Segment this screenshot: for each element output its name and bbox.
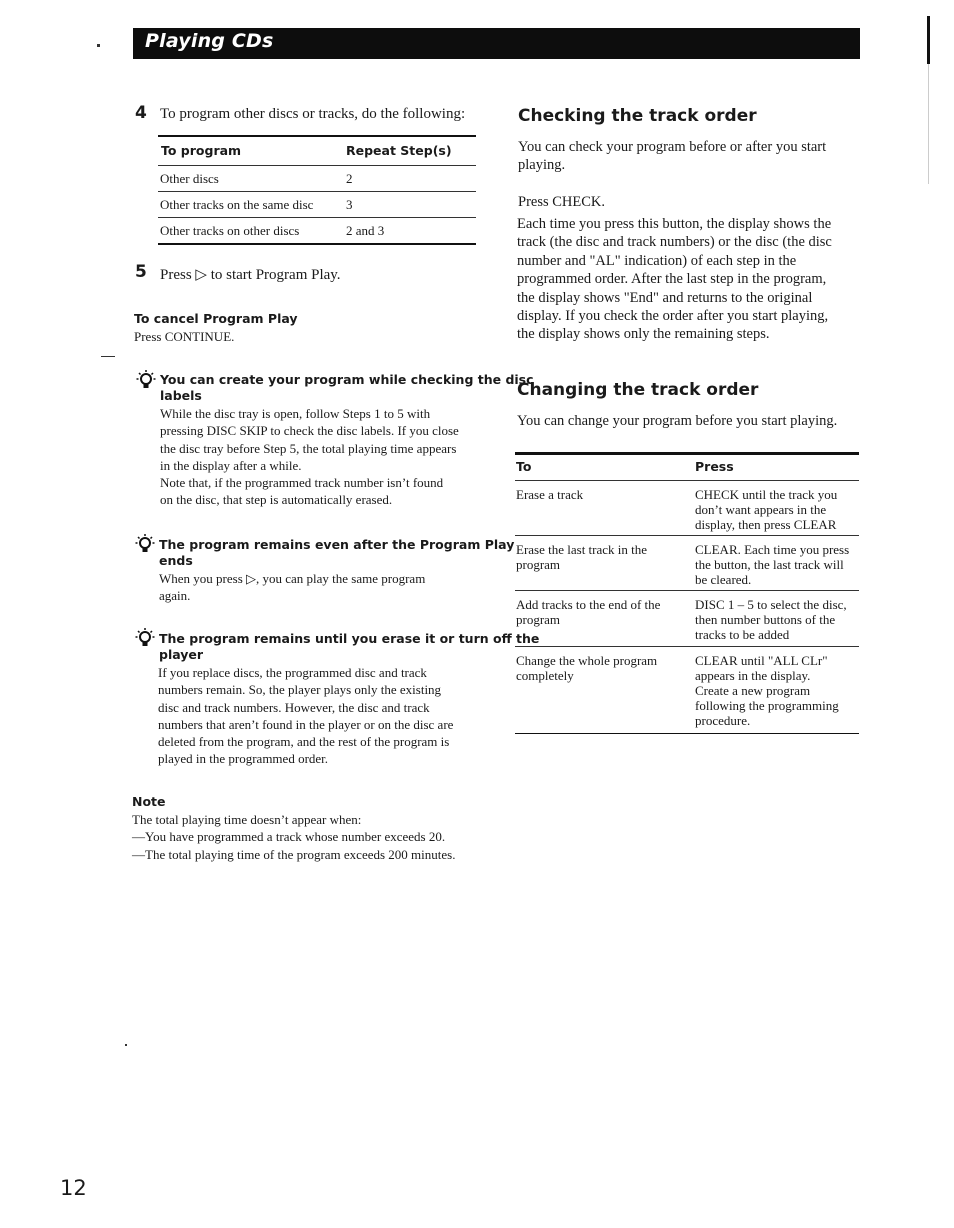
tip-title-line: labels	[160, 388, 202, 403]
cell-line: then number buttons of the	[695, 612, 836, 627]
step-5-number: 5	[135, 262, 147, 282]
note-line: —The total playing time of the program exceeds 200 minutes.	[132, 846, 456, 862]
cell-line: appears in the display.	[695, 668, 811, 683]
tip-line: on the disc, that step is automatically erased.	[160, 492, 393, 508]
checking-intro-line: You can check your program before or after you start	[518, 139, 827, 155]
step-4-number: 4	[135, 103, 147, 123]
cell-line: Add tracks to the end of the	[516, 597, 661, 612]
tip-line: If you replace discs, the programmed disc and track	[158, 665, 427, 680]
cell-press	[695, 487, 860, 532]
cell-line: be cleared.	[695, 572, 752, 587]
table-row	[515, 647, 859, 734]
section-header-bar	[133, 28, 860, 59]
cell-to	[516, 542, 681, 572]
tip-body	[159, 570, 425, 605]
cell-line: CHECK until the track you	[695, 487, 838, 502]
cell-line: Erase the last track in the	[516, 542, 648, 557]
cell-repeat-steps: 3	[346, 197, 353, 212]
changing-heading: Changing the track order	[517, 380, 759, 400]
tip-line: again.	[159, 588, 191, 604]
section-title: Playing CDs	[145, 30, 274, 52]
step-5-text: Press ▷ to start Program Play.	[160, 267, 341, 283]
cell-press	[695, 542, 860, 587]
checking-body	[517, 215, 832, 344]
change-table	[515, 452, 859, 734]
cell-to-program: Other discs	[160, 171, 219, 186]
cell-repeat-steps: 2	[346, 171, 353, 186]
checking-line: number and "AL" indication) of each step in the	[517, 252, 797, 269]
checking-intro	[518, 138, 826, 175]
tip-line: pressing DISC SKIP to check the disc labels. If you close	[160, 423, 459, 439]
page-number: 12	[60, 1176, 87, 1200]
tip-line: disc and track numbers. However, the disc and track	[158, 699, 430, 715]
checking-line: programmed order. After the last step in the program,	[517, 271, 827, 288]
note-body	[132, 811, 455, 863]
scan-speck	[101, 356, 115, 357]
cell-line: CLEAR. Each time you press	[695, 542, 850, 557]
tip-line: the disc tray before Step 5, the total playing time appears	[160, 440, 457, 456]
cell-to	[516, 597, 681, 627]
cell-to	[516, 653, 681, 683]
page-edge-mark	[927, 16, 930, 64]
cell-press	[695, 653, 860, 728]
checking-line: the display shows "End" and returns to the original	[517, 289, 813, 306]
cell-line: display, then press CLEAR	[695, 517, 837, 532]
table-row	[158, 192, 476, 218]
tip-title-line: The program remains until you erase it or turn off the	[159, 631, 540, 646]
cell-to-program: Other tracks on other discs	[160, 223, 300, 238]
checking-heading: Checking the track order	[518, 106, 757, 126]
checking-line: the display shows only the remaining steps.	[517, 326, 770, 343]
lightbulb-tip-icon	[135, 369, 157, 391]
tip-line: numbers remain. So, the player plays only the existing	[158, 682, 442, 698]
table-row	[515, 536, 859, 591]
cell-line: program	[516, 557, 561, 572]
col-header-press: Press	[695, 459, 734, 474]
program-table	[158, 135, 476, 245]
cell-line: don’t want appears in the	[695, 502, 827, 517]
cancel-text: Press CONTINUE.	[134, 329, 235, 344]
cancel-heading: To cancel Program Play	[134, 311, 298, 326]
checking-line: Each time you press this button, the display shows the	[517, 216, 832, 232]
cell-line: the button, the last track will	[695, 557, 844, 572]
cell-to-program: Other tracks on the same disc	[160, 197, 314, 212]
note-line: —You have programmed a track whose number exceeds 20.	[132, 829, 446, 845]
note-heading: Note	[132, 794, 166, 809]
page-edge-line	[928, 64, 929, 184]
table-header	[515, 455, 859, 481]
lightbulb-tip-icon	[134, 533, 156, 555]
checking-line: display. If you check the order after you start playing,	[517, 308, 829, 325]
note-line: The total playing time doesn’t appear when:	[132, 812, 362, 827]
tip-title-line: You can create your program while checking the disc	[160, 372, 534, 387]
table-row	[515, 481, 859, 536]
table-header	[158, 137, 476, 166]
tip-title-line: ends	[159, 553, 193, 568]
cell-press	[695, 597, 860, 642]
lightbulb-tip-icon	[134, 627, 156, 649]
checking-press: Press CHECK.	[518, 194, 606, 210]
table-row	[515, 591, 859, 647]
cell-line: CLEAR until "ALL CLr"	[695, 653, 828, 668]
tip-line: deleted from the program, and the rest of the program is	[158, 734, 450, 750]
scan-speck	[125, 1044, 127, 1046]
cell-line: procedure.	[695, 713, 751, 728]
cell-line: Erase a track	[516, 487, 584, 502]
tip-line: numbers that aren’t found in the player or on the disc are	[158, 716, 454, 732]
tip-title-line: player	[159, 647, 204, 662]
cell-line: DISC 1 – 5 to select the disc,	[695, 597, 847, 612]
tip-body	[158, 664, 453, 768]
scan-speck	[97, 44, 100, 47]
cell-to	[516, 487, 681, 502]
step-4-text: To program other discs or tracks, do the following:	[160, 106, 466, 122]
checking-intro-line: playing.	[518, 157, 566, 174]
changing-intro: You can change your program before you start playing.	[517, 413, 838, 429]
tip-line: played in the programmed order.	[158, 751, 329, 767]
cell-line: completely	[516, 668, 574, 683]
col-header-repeat-steps: Repeat Step(s)	[346, 143, 452, 158]
cell-line: Change the whole program	[516, 653, 658, 668]
cell-line: Create a new program	[695, 683, 811, 698]
tip-line: When you press ▷, you can play the same program	[159, 571, 426, 586]
tip-line: in the display after a while.	[160, 457, 302, 473]
table-row	[158, 166, 476, 192]
tip-line: While the disc tray is open, follow Steps 1 to 5 with	[160, 406, 431, 421]
tip-title	[159, 537, 514, 569]
cell-repeat-steps: 2 and 3	[346, 223, 385, 238]
cell-line: program	[516, 612, 561, 627]
table-row	[158, 218, 476, 245]
cell-line: following the programming	[695, 698, 839, 713]
cell-line: tracks to be added	[695, 627, 790, 642]
checking-line: track (the disc and track numbers) or the disc (the disc	[517, 234, 832, 251]
tip-line: Note that, if the programmed track number isn’t found	[160, 475, 444, 491]
tip-title	[159, 631, 539, 663]
col-header-to: To	[516, 459, 532, 474]
col-header-to-program: To program	[161, 143, 242, 158]
tip-title-line: The program remains even after the Program Play	[159, 537, 515, 552]
tip-body	[160, 405, 459, 509]
tip-title	[160, 372, 534, 404]
